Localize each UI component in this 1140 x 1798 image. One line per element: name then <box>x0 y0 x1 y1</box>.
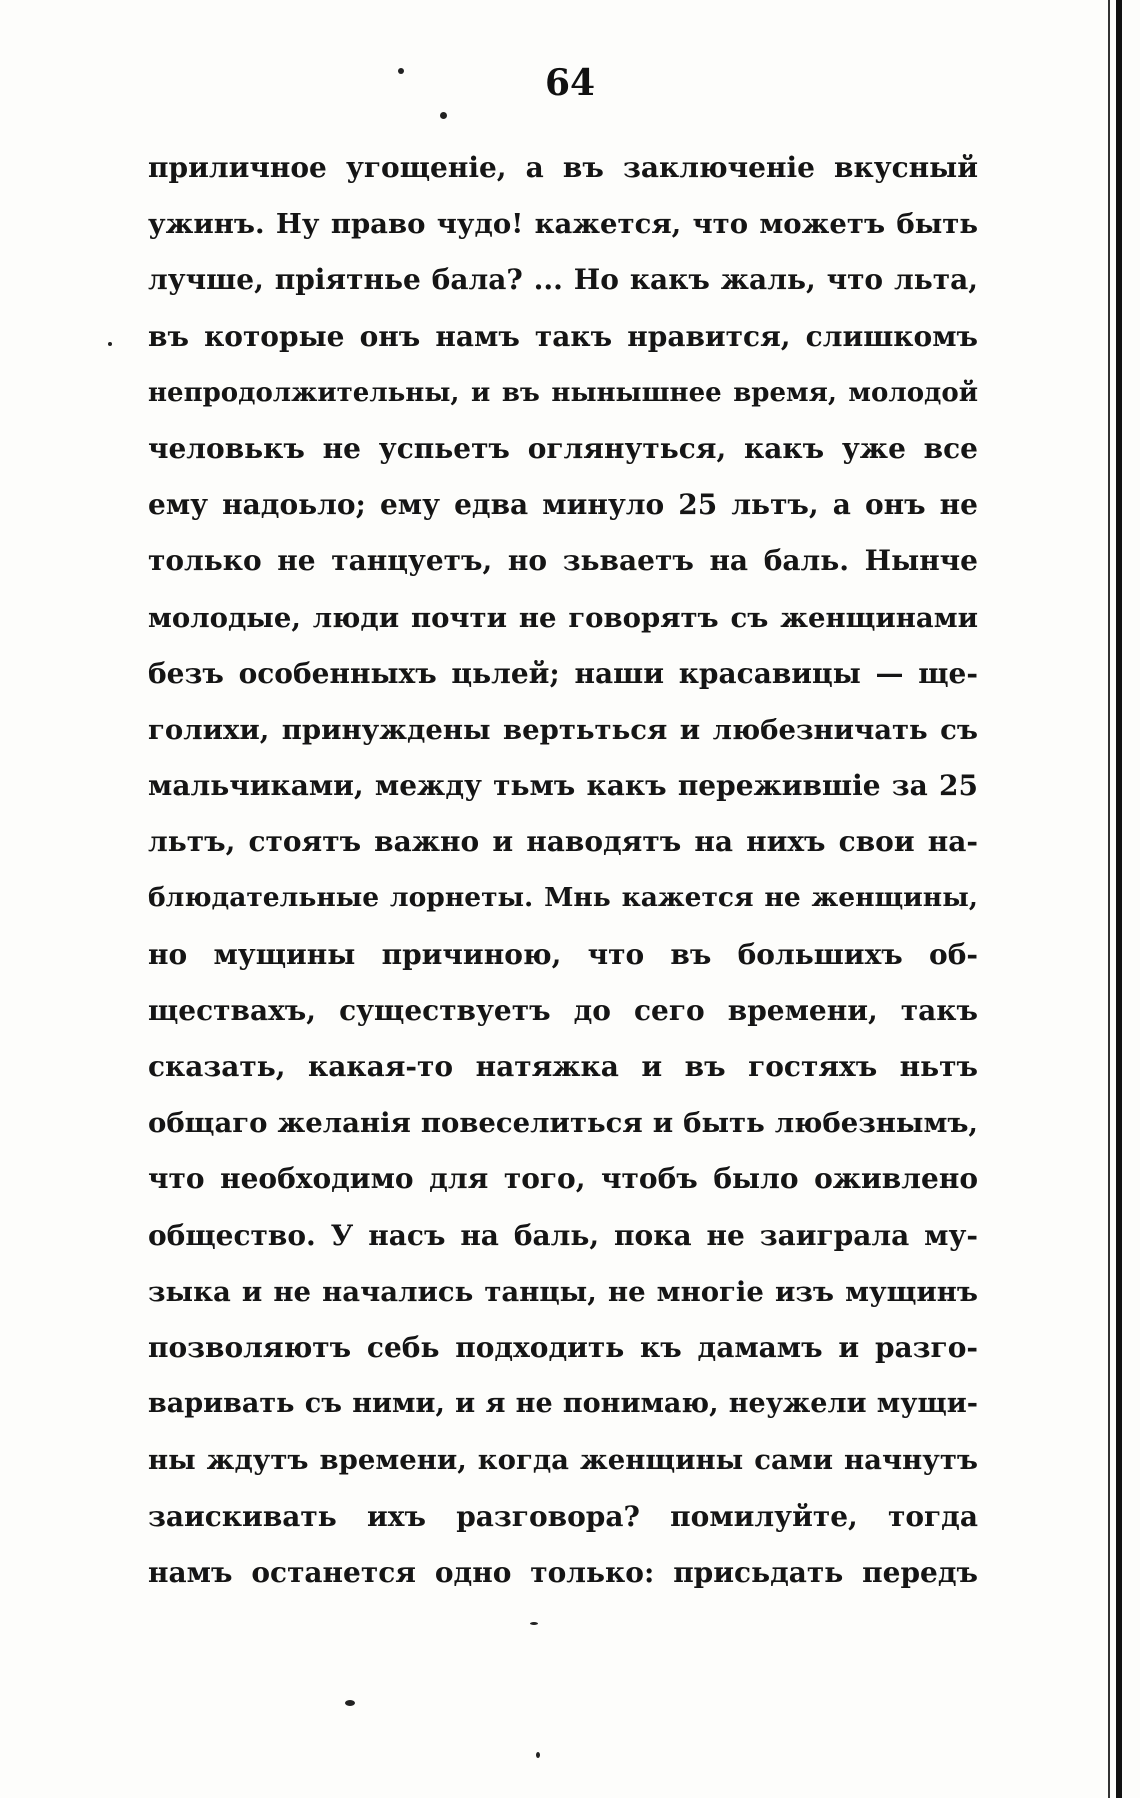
text-line: заискивать ихъ разговора? помилуйте, тогда <box>148 1499 978 1533</box>
text-line: сказать, какая-то натяжка и въ гостяхъ ньтъ <box>148 1050 978 1083</box>
text-line: но мущины причиною, что въ большихъ об- <box>148 937 978 971</box>
text-line: только не танцуетъ, но зьваетъ на баль. Нынче <box>148 544 978 578</box>
text-line: приличное угощеніе, а въ заключеніе вкусный <box>148 151 978 184</box>
text-line: льтъ, стоятъ важно и наводятъ на нихъ свои на- <box>148 825 978 859</box>
body-text <box>148 140 978 1601</box>
text-line: безъ особенныхъ цьлей; наши красавицы — ще- <box>148 656 978 690</box>
text-line: что необходимо для того, чтобъ было оживлено <box>148 1162 978 1196</box>
text-line: лучше, пріятнье бала? ... Но какъ жаль, что льта, <box>148 263 978 297</box>
text-line: ны ждутъ времени, когда женщины сами начнутъ <box>148 1444 978 1477</box>
text-line: общаго желанія повеселиться и быть любезнымъ, <box>148 1107 978 1140</box>
text-line: непродолжительны, и въ нынышнее время, молодой <box>148 377 978 408</box>
page-number: 64 <box>544 62 596 104</box>
ink-speck <box>536 1752 540 1758</box>
text-line: варивать съ ними, и я не понимаю, неужели мущи- <box>148 1388 978 1420</box>
text-line: намъ останется одно только: присьдать передъ <box>148 1555 978 1589</box>
text-line: общество. У насъ на баль, пока не заиграла му- <box>148 1218 978 1252</box>
text-line: зыка и не начались танцы, не многіе изъ мущинъ <box>148 1275 978 1308</box>
text-line: ужинъ. Ну право чудо! кажется, что можетъ быть <box>148 208 978 241</box>
text-line: ществахъ, существуетъ до сего времени, такъ <box>148 993 978 1027</box>
text-line: человькъ не успьетъ оглянуться, какъ уже все <box>148 431 978 465</box>
ink-speck <box>345 1700 355 1706</box>
text-line: блюдательные лорнеты. Мнь кажется не женщины, <box>148 882 978 914</box>
text-line: молодые, люди почти не говорятъ съ женщинами <box>148 601 978 634</box>
ink-speck <box>440 112 447 119</box>
ink-speck <box>108 342 112 346</box>
text-line: позволяютъ себь подходить къ дамамъ и разго- <box>148 1330 978 1364</box>
text-line: въ которые онъ намъ такъ нравится, слишкомъ <box>148 319 978 353</box>
page-edge-shadow <box>1116 0 1122 1798</box>
page-edge-line <box>1108 0 1110 1798</box>
text-line: голихи, принуждены вертьться и любезничать съ <box>148 713 978 746</box>
text-line: мальчиками, между тьмъ какъ пережившіе за 25 <box>148 769 978 803</box>
ink-speck <box>530 1622 538 1625</box>
text-line: ему надоьло; ему едва минуло 25 льтъ, а онъ не <box>148 488 978 522</box>
